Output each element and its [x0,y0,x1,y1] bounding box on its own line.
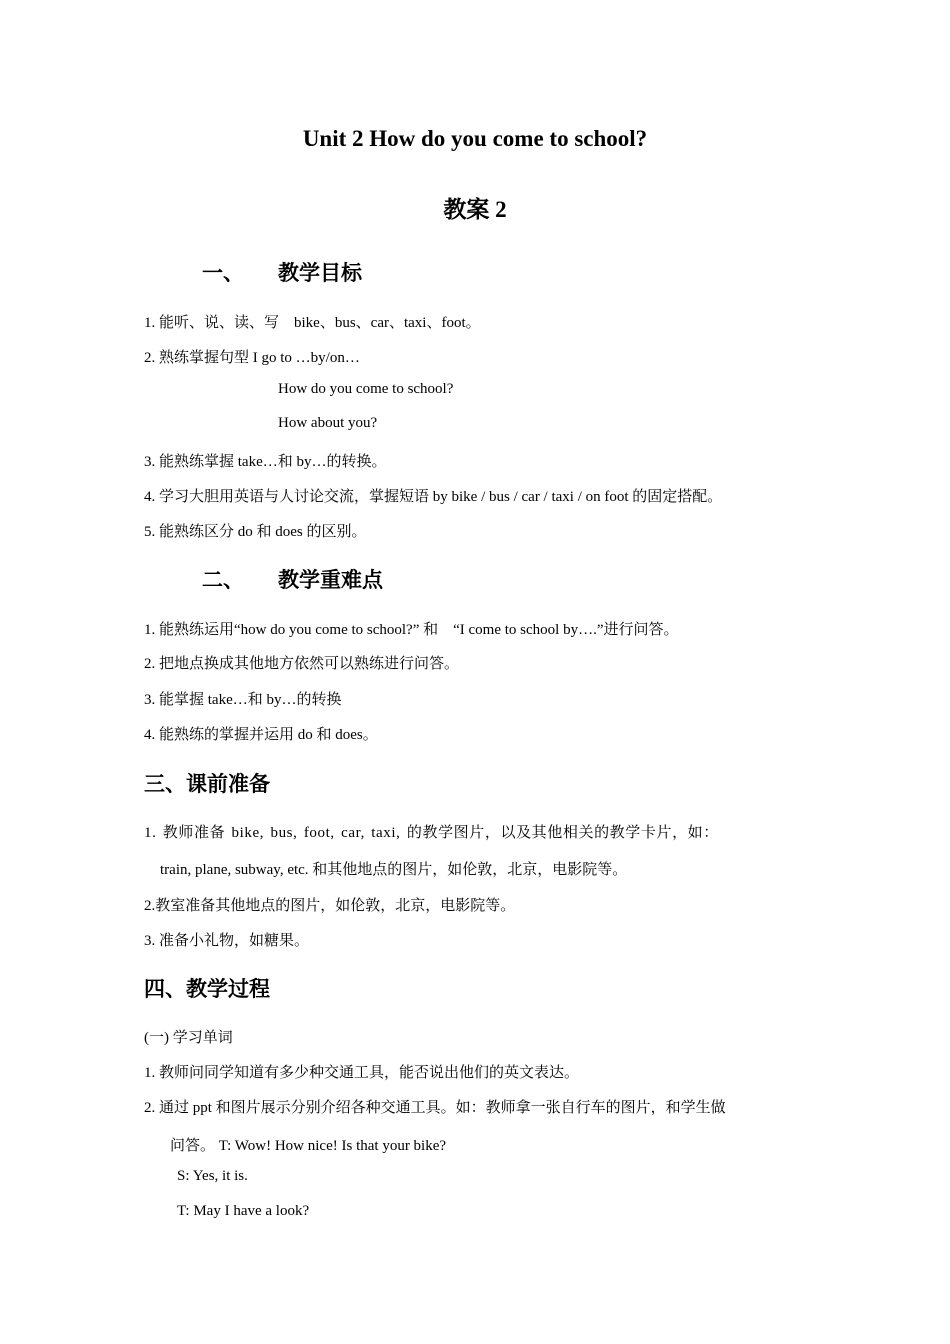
section2-item: 3. 能掌握 take…和 by…的转换 [144,692,342,708]
section2-number: 二、 [202,568,244,592]
section3-item: 2.教室准备其他地点的图片，如伦敦，北京，电影院等。 [144,898,516,914]
section1-item: 2. 熟练掌握句型 I go to …by/on… [144,350,360,366]
section2-title: 教学重难点 [278,568,383,592]
section1-number: 一、 [202,261,244,285]
section1-item: 1. 能听、说、读、写 bike、bus、car、taxi、foot。 [144,315,481,331]
section4-item: 2. 通过 ppt 和图片展示分别介绍各种交通工具。如：教师拿一张自行车的图片，和学生做 [144,1100,726,1116]
section2-item: 4. 能熟练的掌握并运用 do 和 does。 [144,727,378,743]
section1-title: 教学目标 [278,261,362,285]
section1-item: How about you? [278,415,378,431]
section1-item: 4. 学习大胆用英语与人讨论交流，掌握短语 by bike / bus / car / taxi / on foot 的固定搭配。 [144,489,723,505]
section1-item: 5. 能熟练区分 do 和 does 的区别。 [144,524,367,540]
section3-item: 1. 教师准备 bike, bus, foot, car, taxi, 的教学图片，以及其他相关的教学卡片，如： [144,825,719,841]
section3-item: 3. 准备小礼物，如糖果。 [144,933,310,949]
section1-item: How do you come to school? [278,381,454,397]
document-subtitle: 教案 2 [443,197,507,222]
section2-item: 1. 能熟练运用“how do you come to school?” 和 “I come to school by….”进行问答。 [144,622,679,638]
section4-item: 问答。 T: Wow! How nice! Is that your bike? [170,1138,447,1154]
section4-item: (一) 学习单词 [144,1030,233,1046]
section4-item: T: May I have a look? [177,1203,310,1219]
section3-item: train, plane, subway, etc. 和其他地点的图片，如伦敦，北京，电影院等。 [160,862,628,878]
section4-item: 1. 教师问同学知道有多少种交通工具，能否说出他们的英文表达。 [144,1065,580,1081]
section3-heading: 三、课前准备 [144,772,270,796]
section4-item: S: Yes, it is. [177,1168,248,1184]
document-title: Unit 2 How do you come to school? [302,126,648,151]
section2-item: 2. 把地点换成其他地方依然可以熟练进行问答。 [144,656,460,672]
section1-item: 3. 能熟练掌握 take…和 by…的转换。 [144,454,387,470]
section4-heading: 四、教学过程 [144,977,270,1001]
